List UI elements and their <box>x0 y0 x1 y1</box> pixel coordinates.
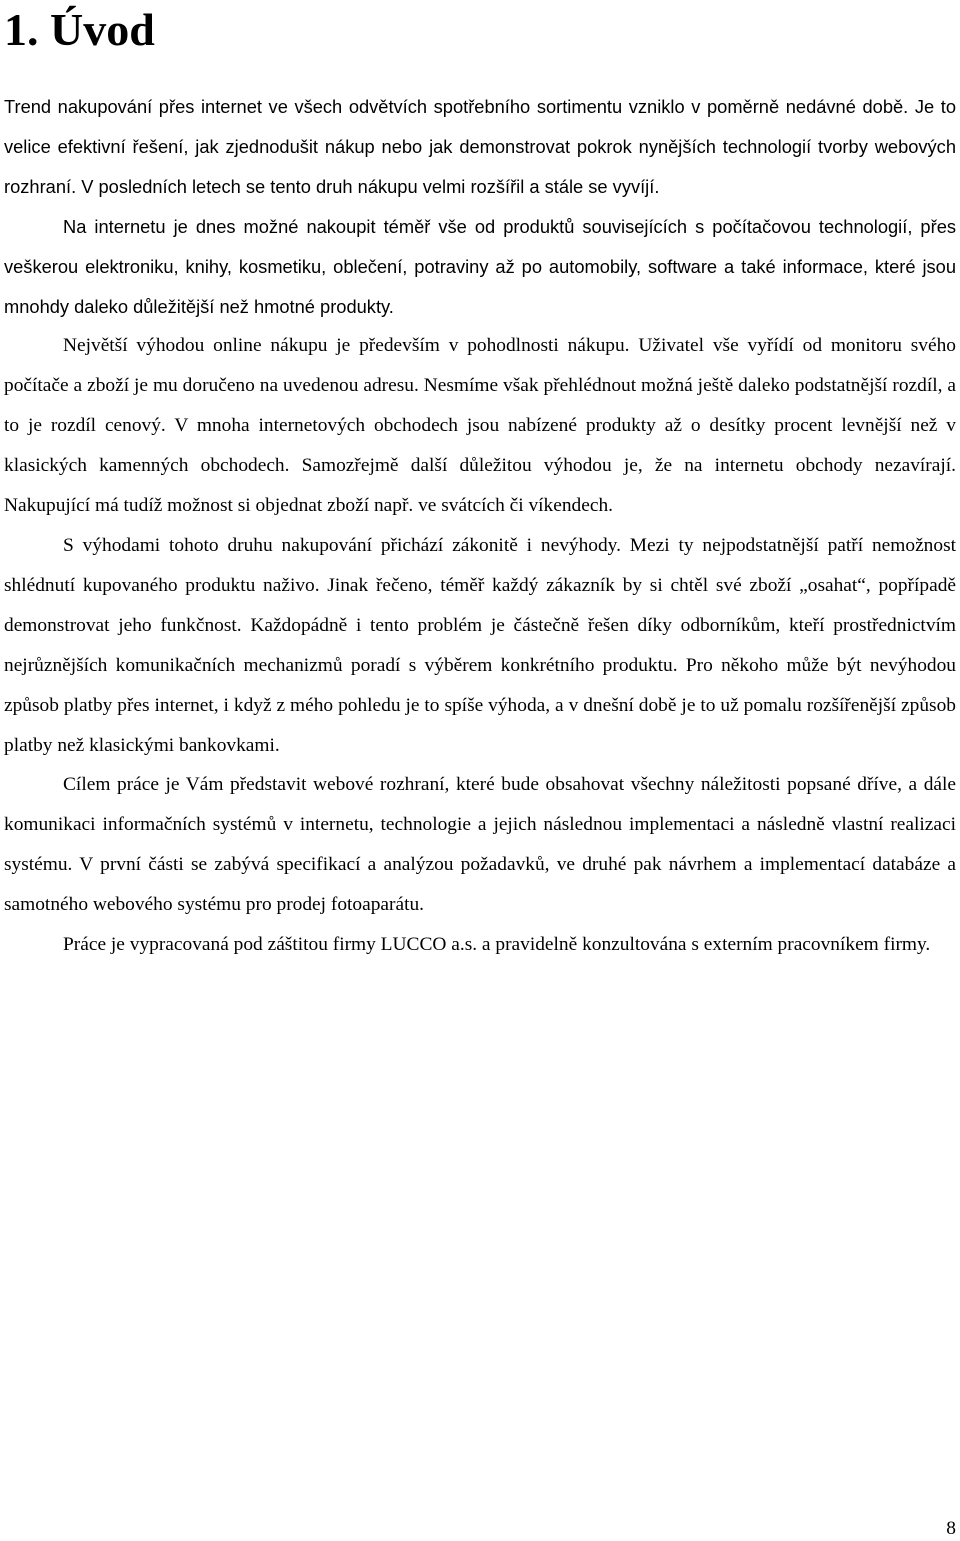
paragraph-company: Práce je vypracovaná pod záštitou firmy LUCCO a.s. a pravidelně konzultována s externím pracovníkem firmy. <box>63 934 931 956</box>
paragraph-products: Na internetu je dnes možné nakoupit téměř vše od produktů souvisejících s počítačovou technologií, přes veškerou elektroniku, knihy, kosmetiku, oblečení, potraviny až po automobily, software a také informace, které jsou mnohdy daleko důležitější než hmotné produkty. <box>4 215 956 317</box>
chapter-body <box>4 87 956 965</box>
page-number: 8 <box>946 1518 956 1539</box>
paragraph-disadvantages: S výhodami tohoto druhu nakupování přichází zákonitě i nevýhody. Mezi ty nejpodstatnější patří nemožnost shlédnutí kupovaného produktu naživo. Jinak řečeno, téměř každý zákazník by si chtěl své zboží „osahat“, popřípadě demonstrovat jeho funkčnost. Každopádně i tento problém je částečně řešen díky odborníkům, kteří prostřednictvím nejrůznějších komunikačních mechanizmů poradí s výběrem konkrétního produktu. Pro někoho může být nevýhodou způsob platby přes internet, i když z mého pohledu je to spíše výhoda, a v dnešní době je to už pomalu rozšířenější způsob platby než klasickými bankovkami. <box>4 534 956 756</box>
paragraph-goal: Cílem práce je Vám představit webové rozhraní, které bude obsahovat všechny náležitosti popsané dříve, a dále komunikaci informačních systémů v internetu, technologie a jejich následnou implementaci a následně vlastní realizaci systému. V první části se zabývá specifikací a analýzou požadavků, ve druhé pak návrhem a implementací databáze a samotného webového systému pro prodej fotoaparátu. <box>4 774 956 916</box>
chapter-heading: 1. Úvod <box>4 4 155 55</box>
paragraph-advantages: Největší výhodou online nákupu je především v pohodlnosti nákupu. Uživatel vše vyřídí od monitoru svého počítače a zboží je mu doručeno na uvedenou adresu. Nesmíme však přehlédnout možná ještě daleko podstatnější rozdíl, a to je rozdíl cenový. V mnoha internetových obchodech jsou nabízené produkty až o desítky procent levnější než v klasických kamenných obchodech. Samozřejmě další důležitou výhodou je, že na internetu obchody nezavírají. Nakupující má tudíž možnost si objednat zboží např. ve svátcích či víkendech. <box>4 335 956 517</box>
paragraph-intro: Trend nakupování přes internet ve všech odvětvích spotřebního sortimentu vzniklo v poměrně nedávné době. Je to velice efektivní řešení, jak zjednodušit nákup nebo jak demonstrovat pokrok nynějších technologií tvorby webových rozhraní. V posledních letech se tento druh nákupu velmi rozšířil a stále se vyvíjí. <box>4 96 956 197</box>
